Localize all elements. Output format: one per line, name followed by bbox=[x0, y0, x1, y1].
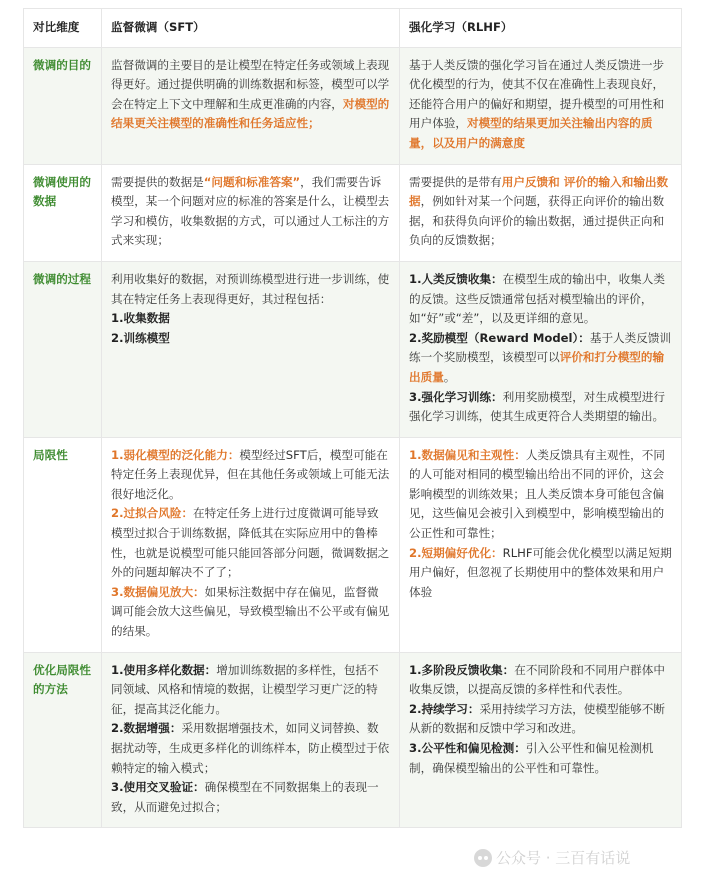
data-rlhf-post: ，例如针对某一个问题，获得正向评价的输出数据，和获得负向评价的输出数据，通过提供正向和负向的反馈数据； bbox=[409, 194, 665, 248]
methods-sft-item-2 bbox=[111, 719, 390, 778]
methods-rlhf-item-3 bbox=[409, 739, 672, 778]
row-label-methods: 优化局限性的方法 bbox=[24, 652, 102, 828]
watermark bbox=[474, 847, 630, 868]
process-sft-intro: 利用收集好的数据，对预训练模型进行进一步训练，使其在特定任务上表现得更好，其过程包括： bbox=[111, 271, 390, 306]
data-sft-highlight: “问题和标准答案” bbox=[203, 174, 301, 189]
limits-rlhf-1-title: 1.数据偏见和主观性： bbox=[409, 447, 526, 462]
methods-rlhf-2-text: 采用持续学习方法，使模型能够不断从新的数据和反馈中学习和改进。 bbox=[409, 701, 665, 736]
cell-data-sft bbox=[102, 164, 400, 261]
methods-rlhf-3-text: 引入公平性和偏见检测机制，确保模型输出的公平性和可靠性。 bbox=[409, 741, 654, 775]
methods-sft-1-title: 1.使用多样化数据： bbox=[111, 662, 217, 677]
cell-data-rlhf bbox=[400, 164, 682, 261]
methods-rlhf-3-title: 3.公平性和偏见检测： bbox=[409, 741, 526, 755]
methods-sft-3-text: 确保模型在不同数据集上的表现一致，从而避免过拟合； bbox=[111, 780, 379, 814]
process-sft-step-2: 2.训练模型 bbox=[111, 330, 170, 345]
methods-rlhf-1-title: 1.多阶段反馈收集： bbox=[409, 662, 515, 677]
limits-sft-item-3 bbox=[111, 583, 390, 642]
process-rlhf-1-text: 在模型生成的输出中，收集人类的反馈。这些反馈通常包括对模型输出的评价，如“好”或“差”，以及更详细的意见。 bbox=[409, 271, 665, 326]
methods-sft-2-text: 采用数据增强技术，如同义词替换、数据扰动等，生成更多样化的训练样本，防止模型过于依赖特定的输入模式； bbox=[111, 721, 390, 775]
limits-sft-1-title: 1.弱化模型的泛化能力： bbox=[111, 447, 240, 462]
methods-sft-2-title: 2.数据增强： bbox=[111, 721, 182, 736]
header-sft: 监督微调（SFT） bbox=[102, 9, 400, 48]
process-rlhf-item-3 bbox=[409, 388, 672, 427]
row-label-goal: 微调的目的 bbox=[24, 47, 102, 164]
header-dimension: 对比维度 bbox=[24, 9, 102, 48]
data-sft-pre: 需要提供的数据是 bbox=[111, 174, 204, 189]
process-rlhf-item-2 bbox=[409, 329, 672, 388]
goal-sft-highlight: 对模型的结果更关注模型的准确性和任务适应性； bbox=[111, 96, 390, 131]
cell-limits-sft bbox=[102, 437, 400, 652]
limits-sft-item-1 bbox=[111, 446, 390, 505]
table-row-data bbox=[24, 164, 682, 261]
process-sft-step-1: 1.收集数据 bbox=[111, 311, 170, 326]
row-label-data: 微调使用的数据 bbox=[24, 164, 102, 261]
methods-sft-item-1 bbox=[111, 661, 390, 720]
methods-sft-item-3 bbox=[111, 778, 390, 817]
limits-rlhf-1-text: 人类反馈具有主观性，不同的人可能对相同的模型输出给出不同的评价，这会影响模型的训练效果；且人类反馈本身可能包含偏见，这些偏见会被引入到模型中，影响模型输出的公正性和可靠性； bbox=[409, 447, 665, 541]
table-row-process bbox=[24, 261, 682, 437]
limits-rlhf-2-text: RLHF可能会优化模型以满足短期用户偏好，但忽视了长期使用中的整体效果和用户体验 bbox=[409, 545, 672, 599]
watermark-text: 公众号 · 三百有话说 bbox=[496, 849, 631, 867]
methods-rlhf-item-2 bbox=[409, 700, 672, 739]
cell-goal-sft bbox=[102, 47, 400, 164]
wechat-icon bbox=[474, 849, 492, 867]
table-header-row bbox=[24, 9, 682, 48]
limits-sft-3-title: 3.数据偏见放大： bbox=[111, 584, 205, 599]
limits-sft-2-text: 在特定任务上进行过度微调可能导致模型过拟合于训练数据，降低其在实际应用中的鲁棒性，也就是说模型可能只能回答部分问题，微调数据之外的问题却解决不了了； bbox=[111, 506, 390, 580]
process-rlhf-2-title: 2.奖励模型（Reward Model）： bbox=[409, 330, 590, 345]
process-rlhf-2-text: 基于人类反馈训练一个奖励模型，该模型可以 bbox=[409, 330, 672, 365]
table-row-goal bbox=[24, 47, 682, 164]
goal-sft-text: 监督微调的主要目的是让模型在特定任务或领域上表现得更好。通过提供明确的训练数据和标签，模型可以学会在特定上下文中理解和生成更准确的内容， bbox=[111, 57, 390, 111]
comparison-table bbox=[23, 8, 682, 828]
goal-rlhf-highlight: 对模型的结果更加关注输出内容的质量，以及用户的满意度 bbox=[409, 116, 653, 150]
process-rlhf-3-text: 利用奖励模型，对生成模型进行强化学习训练，使其生成更符合人类期望的输出。 bbox=[409, 389, 665, 424]
limits-rlhf-item-2 bbox=[409, 544, 672, 603]
cell-methods-sft bbox=[102, 652, 400, 828]
limits-sft-1-text: 模型经过SFT后，模型可能在特定任务上表现优异，但在其他任务或领域上可能无法很好地泛化。 bbox=[111, 447, 390, 501]
cell-process-rlhf bbox=[400, 261, 682, 437]
row-label-limits: 局限性 bbox=[24, 437, 102, 652]
cell-process-sft bbox=[102, 261, 400, 437]
methods-rlhf-item-1 bbox=[409, 661, 672, 700]
methods-sft-1-text: 增加训练数据的多样性，包括不同领域、风格和情境的数据，让模型学习更广泛的特征，提高其泛化能力。 bbox=[111, 662, 379, 716]
limits-rlhf-item-1 bbox=[409, 446, 672, 544]
process-rlhf-2-end: 。 bbox=[443, 369, 456, 384]
table-row-limits bbox=[24, 437, 682, 652]
limits-sft-3-text: 如果标注数据中存在偏见，监督微调可能会放大这些偏见，导致模型输出不公平或有偏见的结果。 bbox=[111, 584, 390, 639]
data-rlhf-highlight: 用户反馈和 评价的输入和输出数据 bbox=[409, 174, 669, 209]
methods-rlhf-2-title: 2.持续学习： bbox=[409, 701, 480, 716]
goal-rlhf-text: 基于人类反馈的强化学习旨在通过人类反馈进一步优化模型的行为，使其不仅在准确性上表现良好，还能符合用户的偏好和期望，提升模型的可用性和用户体验， bbox=[409, 57, 665, 131]
row-label-process: 微调的过程 bbox=[24, 261, 102, 437]
limits-rlhf-2-title: 2.短期偏好优化： bbox=[409, 545, 503, 560]
limits-sft-2-title: 2.过拟合风险： bbox=[111, 506, 194, 521]
cell-limits-rlhf bbox=[400, 437, 682, 652]
data-sft-post: ，我们需要告诉模型，某一个问题对应的标准的答案是什么，让模型去学习和模仿，收集数据的方式，可以通过人工标注的方式来实现； bbox=[111, 174, 390, 248]
header-rlhf: 强化学习（RLHF） bbox=[400, 9, 682, 48]
methods-rlhf-1-text: 在不同阶段和不同用户群体中收集反馈，以提高反馈的多样性和代表性。 bbox=[409, 662, 665, 697]
cell-methods-rlhf bbox=[400, 652, 682, 828]
process-rlhf-1-title: 1.人类反馈收集： bbox=[409, 271, 503, 286]
methods-sft-3-title: 3.使用交叉验证： bbox=[111, 780, 205, 795]
process-rlhf-3-title: 3.强化学习训练： bbox=[409, 389, 503, 404]
process-rlhf-2-highlight: 评价和打分模型的输出质量 bbox=[409, 350, 665, 384]
data-rlhf-pre: 需要提供的是带有 bbox=[409, 174, 502, 189]
limits-sft-item-2 bbox=[111, 504, 390, 582]
process-rlhf-item-1 bbox=[409, 270, 672, 329]
table-row-methods bbox=[24, 652, 682, 828]
cell-goal-rlhf bbox=[400, 47, 682, 164]
